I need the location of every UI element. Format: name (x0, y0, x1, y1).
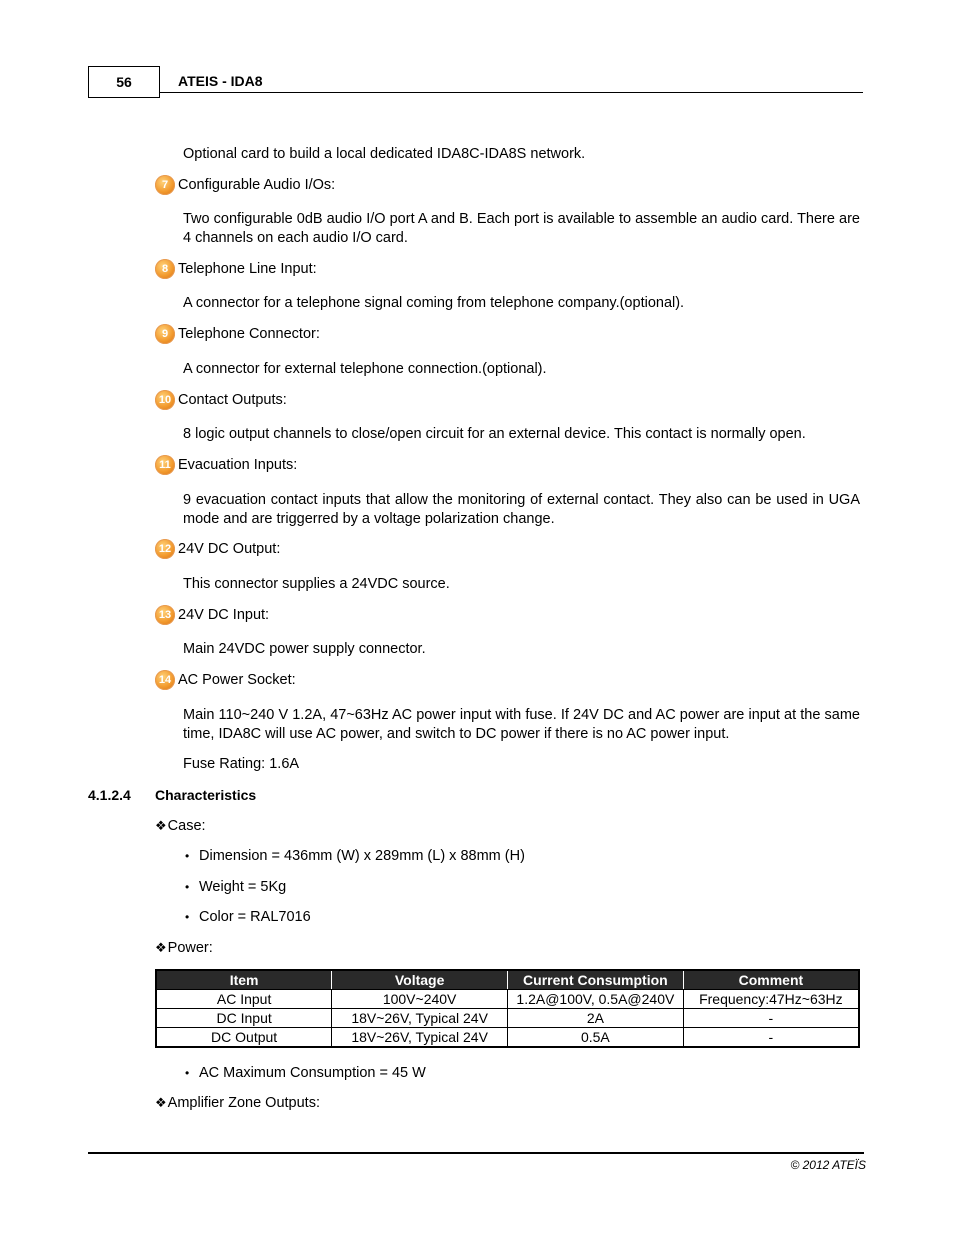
page-number: 56 (88, 66, 160, 98)
item-24v-dc-output (155, 539, 280, 559)
item-contact-outputs (155, 390, 287, 410)
table-cell: 0.5A (508, 1028, 684, 1048)
item-24v-dc-input (155, 605, 269, 625)
item-description: A connector for a telephone signal coming from telephone company.(optional). (183, 295, 685, 311)
item-label: 24V DC Output: (178, 541, 281, 557)
table-cell: DC Input (156, 1009, 332, 1028)
list-item (185, 1065, 426, 1081)
table-cell: - (683, 1028, 859, 1048)
diamond-bullet-icon: ❖ (155, 940, 167, 955)
item-label: AC Power Socket: (178, 672, 296, 688)
item-label: Telephone Line Input: (178, 261, 317, 277)
item-description: A connector for external telephone connection.(optional). (183, 361, 547, 377)
bullet-icon: • (185, 1066, 190, 1080)
header-divider (160, 92, 863, 93)
table-cell: 1.2A@100V, 0.5A@240V (508, 990, 684, 1009)
list-item (185, 848, 525, 864)
section-title: Characteristics (155, 787, 257, 803)
item-description: 9 evacuation contact inputs that allow the monitoring of external contact. They also can be used in UGA mode and are triggerred by a voltage polarization change. (183, 492, 860, 527)
item-label: Configurable Audio I/Os: (178, 177, 336, 193)
case-label: Case: (167, 818, 206, 834)
bullet-icon: • (185, 910, 190, 924)
item-evacuation-inputs (155, 455, 297, 475)
table-cell: - (683, 1009, 859, 1028)
bullet-icon: • (185, 849, 190, 863)
diamond-bullet-icon: ❖ (155, 818, 167, 833)
footer-divider (88, 1152, 864, 1154)
intro-text: Optional card to build a local dedicated IDA8C-IDA8S network. (183, 146, 586, 162)
copyright: © 2012 ATEÏS (790, 1158, 866, 1172)
table-cell: AC Input (156, 990, 332, 1009)
item-ac-power-socket (155, 670, 296, 690)
item-description: Main 110~240 V 1.2A, 47~63Hz AC power input with fuse. If 24V DC and AC power are input at the same time, IDA8C will use AC power, and switch to DC power if there is no AC power input. (183, 707, 860, 742)
bullet-text: Dimension = 436mm (W) x 289mm (L) x 88mm (H) (199, 848, 525, 864)
amplifier-heading (155, 1095, 320, 1111)
column-header: Voltage (332, 970, 508, 990)
section-number: 4.1.2.4 (88, 787, 131, 803)
table-cell: 18V~26V, Typical 24V (332, 1009, 508, 1028)
item-label: Evacuation Inputs: (178, 457, 298, 473)
bullet-icon: • (185, 880, 190, 894)
table-row (156, 1028, 859, 1048)
table-cell: Frequency:47Hz~63Hz (683, 990, 859, 1009)
item-label: Contact Outputs: (178, 392, 287, 408)
case-heading (155, 818, 206, 834)
item-label: Telephone Connector: (178, 326, 320, 342)
table-header-row (156, 970, 859, 990)
number-14-icon: 14 (155, 670, 175, 690)
table-cell: DC Output (156, 1028, 332, 1048)
table-row (156, 1009, 859, 1028)
bullet-text: AC Maximum Consumption = 45 W (199, 1065, 426, 1081)
diamond-bullet-icon: ❖ (155, 1095, 167, 1110)
table-cell: 18V~26V, Typical 24V (332, 1028, 508, 1048)
table-row (156, 990, 859, 1009)
amplifier-label: Amplifier Zone Outputs: (167, 1095, 320, 1111)
column-header: Current Consumption (508, 970, 684, 990)
item-description: 8 logic output channels to close/open circuit for an external device. This contact is normally open. (183, 426, 806, 442)
bullet-text: Weight = 5Kg (199, 879, 287, 895)
item-description: Two configurable 0dB audio I/O port A and B. Each port is available to assemble an audio card. There are 4 channels on each audio I/O card. (183, 211, 860, 246)
number-13-icon: 13 (155, 605, 175, 625)
number-12-icon: 12 (155, 539, 175, 559)
table-cell: 100V~240V (332, 990, 508, 1009)
number-7-icon: 7 (155, 175, 175, 195)
number-11-icon: 11 (155, 455, 175, 475)
item-description: Main 24VDC power supply connector. (183, 641, 426, 657)
list-item (185, 909, 311, 925)
table-cell: 2A (508, 1009, 684, 1028)
column-header: Comment (683, 970, 859, 990)
item-telephone-line-input (155, 259, 317, 279)
fuse-rating: Fuse Rating: 1.6A (183, 756, 300, 772)
number-9-icon: 9 (155, 324, 175, 344)
power-heading (155, 940, 213, 956)
item-configurable-audio (155, 175, 335, 195)
power-label: Power: (167, 940, 213, 956)
number-10-icon: 10 (155, 390, 175, 410)
item-telephone-connector (155, 324, 320, 344)
item-label: 24V DC Input: (178, 607, 270, 623)
document-title: ATEIS - IDA8 (178, 73, 263, 89)
number-8-icon: 8 (155, 259, 175, 279)
list-item (185, 879, 286, 895)
column-header: Item (156, 970, 332, 990)
item-description: This connector supplies a 24VDC source. (183, 576, 450, 592)
bullet-text: Color = RAL7016 (199, 909, 311, 925)
power-table (155, 969, 860, 1048)
